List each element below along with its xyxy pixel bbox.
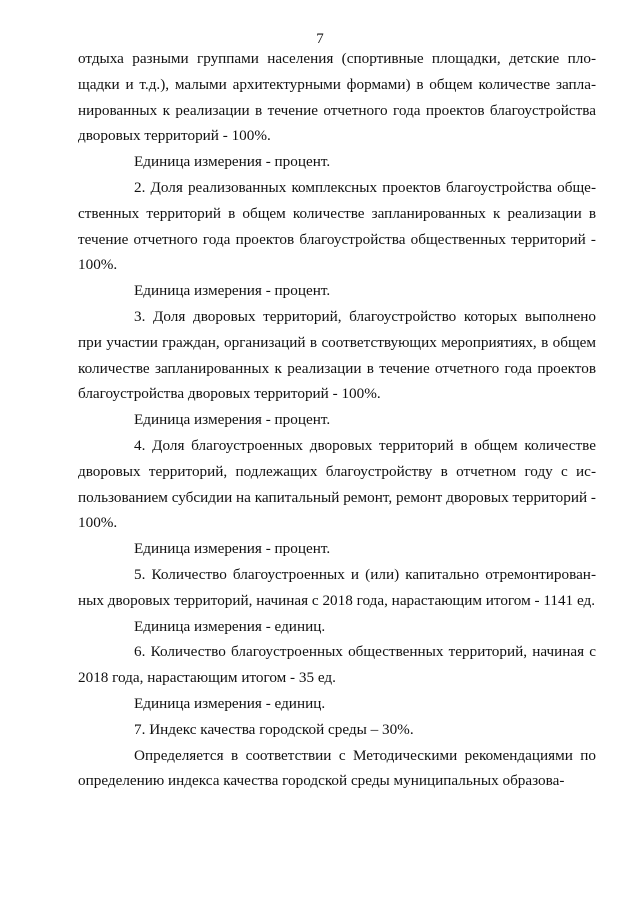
methodology-paragraph: Определяется в соответствии с Методическими рекомендациями по определению индекса качества городской среды муниципальных образова- (78, 746, 596, 790)
unit-of-measure-1: Единица измерения - процент. (134, 153, 331, 171)
document-body (78, 46, 596, 794)
indicator-5: 5. Количество благоустроенных и (или) капитально отремонтированных дворовых территорий, начиная с 2018 года, нарастающим итогом - 1141 ед. (78, 565, 596, 609)
indicator-7: 7. Индекс качества городской среды – 30%. (134, 720, 414, 738)
paragraph-continuation: отдыха разными группами населения (спортивные площадки, детские площадки и т.д.), малыми архитектурными формами) в общем количестве запланированных к реализации в течение отчетного года проектов благоустройства дворовых территорий - 100%. (78, 50, 596, 145)
unit-of-measure-5: Единица измерения - единиц. (134, 617, 326, 635)
unit-of-measure-3: Единица измерения - процент. (134, 411, 331, 429)
unit-of-measure-6: Единица измерения - единиц. (134, 694, 326, 712)
unit-of-measure-4: Единица измерения - процент. (134, 540, 331, 558)
page-number: 7 (316, 31, 324, 47)
indicator-6: 6. Количество благоустроенных общественных территорий, начиная с 2018 года, нарастающим итогом - 35 ед. (78, 643, 596, 687)
indicator-2: 2. Доля реализованных комплексных проектов благоустройства общественных территорий в общем количестве запланированных к реализации в течение отчетного года проектов благоустройства общественных территорий - 100%. (78, 178, 596, 274)
indicator-3: 3. Доля дворовых территорий, благоустройство которых выполнено при участии граждан, организаций в соответствующих мероприятиях, в общем количестве запланированных к реализации в течение отчетного года проектов благоустройства дворовых территорий - 100%. (78, 307, 596, 403)
indicator-4: 4. Доля благоустроенных дворовых территорий в общем количестве дворовых территорий, подлежащих благоустройству в отчетном году с использованием субсидии на капитальный ремонт, ремонт дворовых территорий - 100%. (78, 436, 596, 532)
unit-of-measure-2: Единица измерения - процент. (134, 282, 331, 300)
